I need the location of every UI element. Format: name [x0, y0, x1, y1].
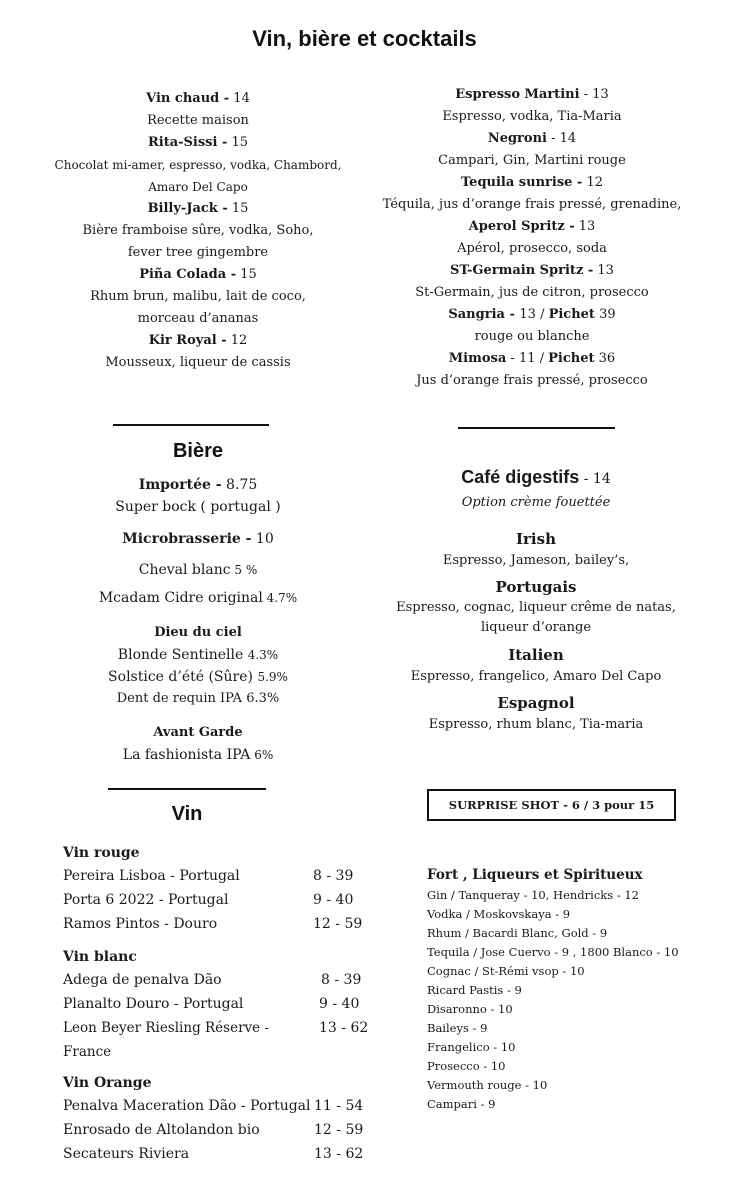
- cafe-desc: Espresso, frangelico, Amaro Del Capo: [410, 669, 662, 684]
- vin-rouge-section: [63, 842, 373, 936]
- cocktail-desc: fever tree gingembre: [127, 245, 269, 260]
- vin-orange-label: Vin Orange: [63, 1075, 152, 1091]
- cafe-desc: Espresso, cognac, liqueur crême de natas,: [396, 600, 676, 615]
- vin-rouge-label: Vin rouge: [63, 845, 140, 861]
- cocktail-desc: Téquila, jus d’orange frais pressé, grenadine,: [382, 197, 682, 212]
- cocktail-desc: Recette maison: [147, 113, 249, 128]
- cafe-option: Option crème fouettée: [461, 495, 611, 510]
- beer-item: Importée - 8.75: [138, 477, 258, 493]
- cocktail-desc: rouge ou blanche: [474, 329, 590, 344]
- wine-row: Secateurs Riviera 13 - 62: [63, 1146, 364, 1162]
- cocktail-desc: Rhum brun, malibu, lait de coco,: [90, 289, 306, 304]
- divider: [108, 788, 266, 790]
- beer-item: La fashionista IPA 6%: [122, 747, 274, 763]
- divider: [458, 427, 615, 429]
- cocktail-desc: Campari, Gin, Martini rouge: [438, 153, 626, 168]
- spirit-item: Frangelico - 10: [427, 1040, 516, 1054]
- spirit-item: Cognac / St-Rémi vsop - 10: [427, 964, 585, 978]
- beer-subheading: Avant Garde: [153, 725, 243, 740]
- cocktail-desc: St-Germain, jus de citron, prosecco: [415, 285, 649, 300]
- spirit-item: Vermouth rouge - 10: [427, 1078, 548, 1092]
- divider: [113, 424, 269, 426]
- cafe-item: Espagnol: [497, 694, 575, 712]
- wine-row: Planalto Douro - Portugal 9 - 40: [63, 996, 360, 1012]
- cocktail-item: Kir Royal - 12: [148, 333, 248, 348]
- cocktails-right: [372, 84, 692, 392]
- cocktail-desc: morceau d’ananas: [137, 311, 259, 326]
- vin-blanc-section: [63, 946, 373, 1064]
- beer-item: Blonde Sentinelle 4.3%: [117, 647, 279, 663]
- spirit-item: Gin / Tanqueray - 10, Hendricks - 12: [427, 888, 639, 902]
- cocktail-item: ST-Germain Spritz - 13: [450, 263, 614, 278]
- spirit-item: Ricard Pastis - 9: [427, 983, 522, 997]
- spirit-item: Disaronno - 10: [427, 1002, 513, 1016]
- cocktail-desc: Bière framboise sûre, vodka, Soho,: [82, 223, 314, 238]
- wine-row: Pereira Lisboa - Portugal 8 - 39: [63, 868, 354, 884]
- spirit-item: Rhum / Bacardi Blanc, Gold - 9: [427, 926, 608, 940]
- spirit-item: Vodka / Moskovskaya - 9: [427, 907, 571, 921]
- wine-row: Penalva Maceration Dão - Portugal 11 - 54: [63, 1098, 364, 1114]
- cafe-desc: liqueur d’orange: [480, 620, 592, 635]
- cocktail-desc: Espresso, vodka, Tia-Maria: [442, 109, 622, 124]
- cocktail-desc: Jus d’orange frais pressé, prosecco: [416, 373, 648, 388]
- cafe-desc: Espresso, Jameson, bailey’s,: [442, 553, 630, 568]
- beer-desc: Super bock ( portugal ): [115, 499, 281, 515]
- cocktail-desc: Chocolat mi-amer, espresso, vodka, Chambord,: [54, 158, 342, 172]
- beer-item: Solstice d’été (Sûre) 5.9%: [108, 669, 288, 685]
- wine-row: Porta 6 2022 - Portugal 9 - 40: [63, 892, 354, 908]
- cocktail-desc: Mousseux, liqueur de cassis: [105, 355, 291, 370]
- fort-heading: Fort , Liqueurs et Spiritueux: [427, 867, 643, 883]
- spirit-item: Tequila / Jose Cuervo - 9 , 1800 Blanco - 10: [427, 945, 679, 959]
- cocktail-item: Billy-Jack - 15: [147, 201, 249, 216]
- beer-item: Microbrasserie - 10: [122, 531, 274, 547]
- cocktail-item: Piña Colada - 15: [139, 267, 257, 282]
- cafe-section: [376, 464, 696, 736]
- wine-row: Ramos Pintos - Douro 12 - 59: [63, 916, 363, 932]
- spirit-item: Baileys - 9: [427, 1021, 488, 1035]
- cocktail-item: Rita-Sissi - 15: [147, 135, 249, 150]
- biere-heading: Bière: [172, 440, 224, 462]
- cocktail-desc: Amaro Del Capo: [148, 180, 248, 194]
- beer-item: Mcadam Cidre original 4.7%: [98, 590, 298, 606]
- fort-section: [427, 864, 717, 1114]
- cocktail-item: Sangria - 13 / Pichet 39: [448, 307, 616, 322]
- cocktail-item: Mimosa - 11 / Pichet 36: [448, 351, 616, 366]
- spirit-item: Campari - 9: [427, 1097, 496, 1111]
- cocktail-item: Aperol Spritz - 13: [468, 219, 596, 234]
- cafe-item: Italien: [508, 646, 564, 664]
- wine-row: Leon Beyer Riesling Réserve - 13 - 62: [63, 1020, 369, 1036]
- biere-section: [20, 474, 376, 766]
- cocktail-item: Negroni - 14: [487, 131, 577, 146]
- beer-item: Dent de requin IPA 6.3%: [116, 691, 280, 706]
- cocktails-left: [0, 88, 396, 374]
- surprise-shot-box: [427, 789, 676, 821]
- spirit-item: Prosecco - 10: [427, 1059, 506, 1073]
- cafe-heading-line: Café digestifs - 14: [461, 467, 611, 487]
- wine-row: Adega de penalva Dão 8 - 39: [63, 972, 362, 988]
- cocktail-desc: Apérol, prosecco, soda: [457, 241, 607, 256]
- beer-subheading: Dieu du ciel: [154, 625, 242, 640]
- wine-row: Enrosado de Altolandon bio 12 - 59: [63, 1122, 364, 1138]
- cocktail-item: Tequila sunrise - 12: [460, 175, 604, 190]
- cocktail-item: Vin chaud - 14: [146, 91, 250, 106]
- surprise-shot-label: SURPRISE SHOT - 6 / 3 pour 15: [448, 798, 655, 812]
- cafe-desc: Espresso, rhum blanc, Tia-maria: [428, 717, 644, 732]
- vin-blanc-label: Vin blanc: [63, 949, 137, 965]
- cafe-item: Irish: [516, 530, 556, 548]
- page-title: Vin, bière et cocktails: [252, 26, 477, 51]
- cocktail-item: Espresso Martini - 13: [455, 87, 609, 102]
- wine-row-cont: France: [63, 1044, 112, 1060]
- vin-heading: Vin: [171, 803, 203, 825]
- beer-item: Cheval blanc 5 %: [138, 562, 258, 578]
- cafe-item: Portugais: [495, 578, 577, 596]
- vin-orange-section: [63, 1072, 373, 1166]
